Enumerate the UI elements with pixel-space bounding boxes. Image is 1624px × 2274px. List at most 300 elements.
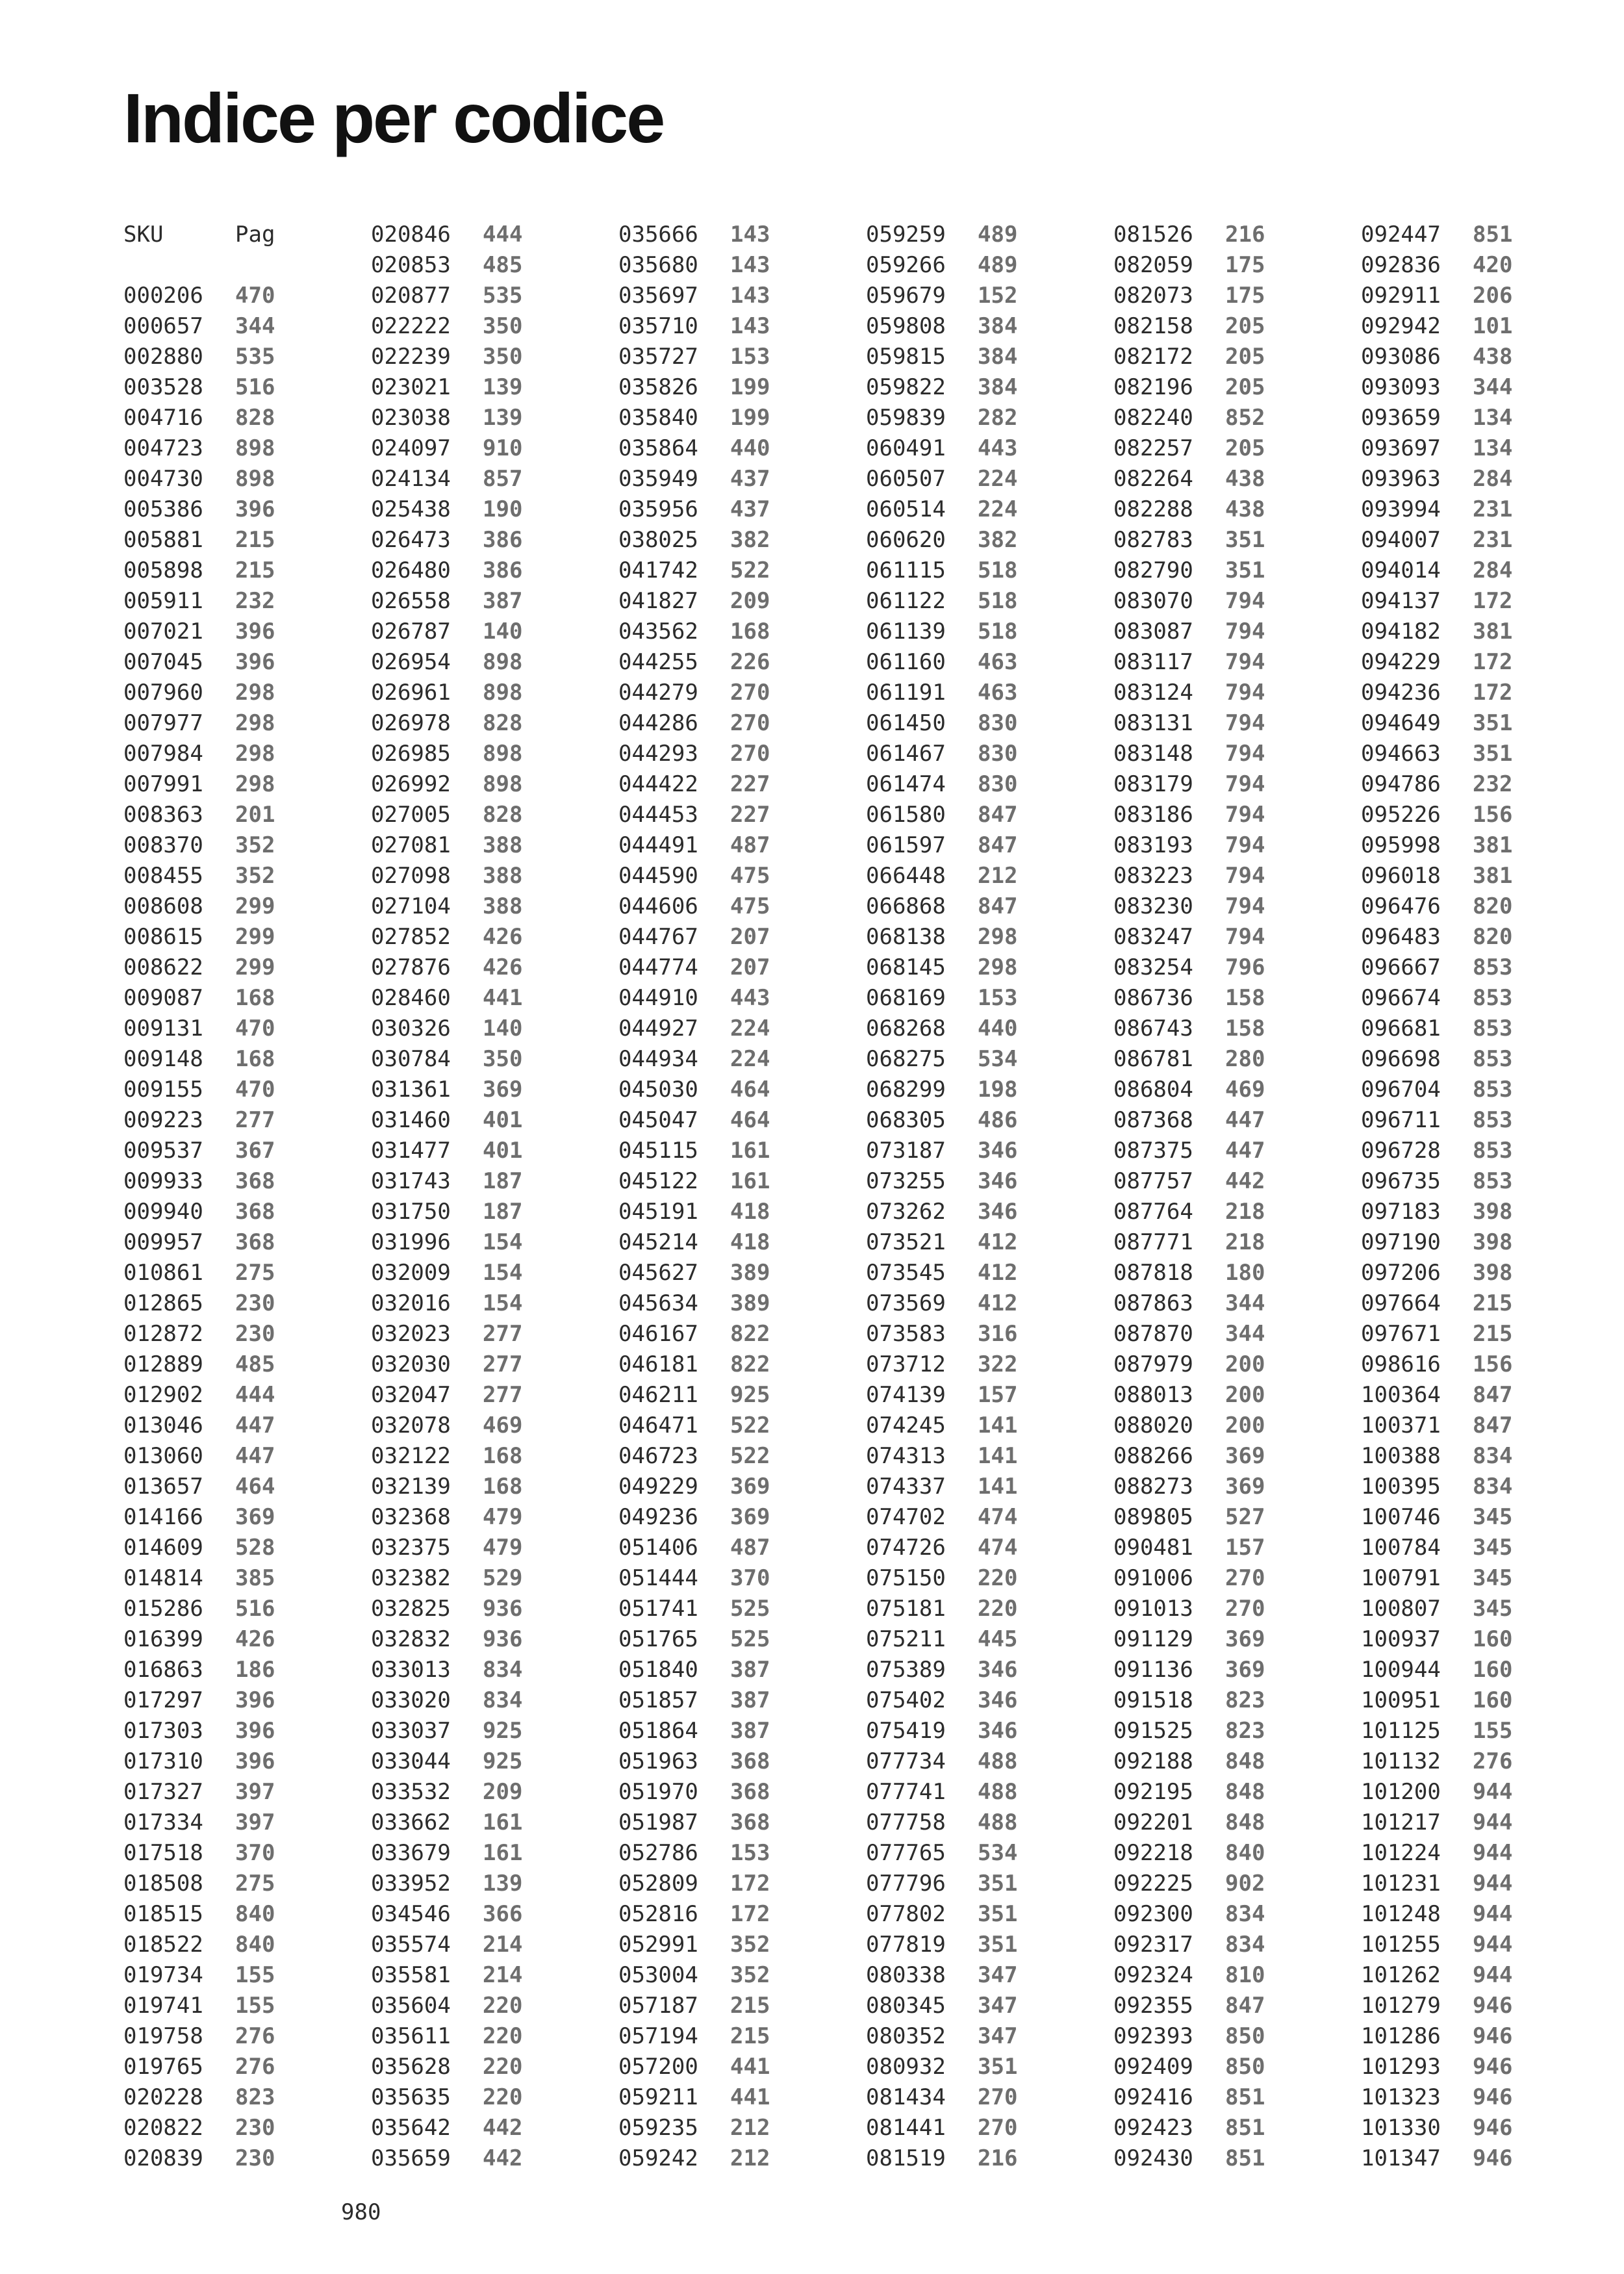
index-row: [1361, 280, 1530, 311]
page-reference: 270: [978, 2114, 1018, 2141]
index-row: [371, 1990, 540, 2021]
page-reference: 396: [235, 1717, 275, 1744]
page-reference: 851: [1225, 2084, 1265, 2110]
sku-code: 075150: [866, 1565, 946, 1591]
page-reference: 346: [978, 1687, 1018, 1713]
index-row: [1361, 830, 1530, 860]
sku-code: 041827: [618, 587, 698, 614]
index-row: [1361, 1349, 1530, 1379]
page-reference: 388: [483, 893, 523, 919]
index-row: [1113, 860, 1282, 891]
page-reference: 848: [1225, 1809, 1265, 1835]
sku-code: 033952: [371, 1870, 451, 1897]
sku-code: 007960: [123, 679, 203, 706]
sku-code: 028460: [371, 984, 451, 1011]
index-row: [371, 555, 540, 585]
sku-code: 027081: [371, 832, 451, 858]
sku-code: 100944: [1361, 1656, 1441, 1683]
sku-code: 060491: [866, 435, 946, 461]
page-reference: 369: [730, 1473, 770, 1500]
page-reference: 346: [978, 1656, 1018, 1683]
sku-code: 096735: [1361, 1168, 1441, 1194]
sku-code: 009940: [123, 1198, 203, 1225]
page-reference: 143: [730, 313, 770, 339]
index-row: [371, 2143, 540, 2173]
index-row: [1113, 280, 1282, 311]
index-column-6: [1361, 219, 1530, 2173]
page-reference: 370: [235, 1839, 275, 1866]
index-row: [123, 2021, 292, 2051]
page-reference: 387: [483, 587, 523, 614]
sku-code: 032122: [371, 1442, 451, 1469]
page-reference: 840: [235, 1931, 275, 1958]
sku-code: 008455: [123, 862, 203, 889]
sku-code: 027104: [371, 893, 451, 919]
index-row: [1113, 1776, 1282, 1807]
index-row: [1361, 1013, 1530, 1043]
page-reference: 397: [235, 1778, 275, 1805]
page-reference: 270: [1225, 1565, 1265, 1591]
index-row: [618, 1654, 787, 1685]
index-row: [371, 1898, 540, 1929]
page-reference: 850: [1225, 2053, 1265, 2080]
index-row: [1361, 2082, 1530, 2112]
index-row: [1113, 616, 1282, 646]
header-spacer: [123, 249, 292, 280]
page-reference: 156: [1473, 1351, 1513, 1377]
sku-code: 005898: [123, 557, 203, 583]
page-reference: 412: [978, 1290, 1018, 1316]
sku-code: 101262: [1361, 1961, 1441, 1988]
sku-code: 012865: [123, 1290, 203, 1316]
page-reference: 444: [235, 1381, 275, 1408]
index-row: [123, 402, 292, 433]
page-reference: 834: [483, 1656, 523, 1683]
page-reference: 475: [730, 893, 770, 919]
page-reference: 384: [978, 313, 1018, 339]
index-row: [123, 2143, 292, 2173]
sku-code: 083117: [1113, 648, 1193, 675]
index-row: [371, 616, 540, 646]
page-reference: 516: [235, 374, 275, 400]
sku-code: 026787: [371, 618, 451, 645]
page-reference: 172: [730, 1900, 770, 1927]
sku-code: 073583: [866, 1320, 946, 1347]
page-reference: 898: [235, 435, 275, 461]
page-reference: 232: [235, 587, 275, 614]
sku-code: 013046: [123, 1412, 203, 1438]
sku-code: 092225: [1113, 1870, 1193, 1897]
sku-code: 087870: [1113, 1320, 1193, 1347]
page-reference: 351: [1225, 526, 1265, 553]
page-reference: 381: [1473, 618, 1513, 645]
index-row: [371, 311, 540, 341]
page-reference: 528: [235, 1534, 275, 1561]
sku-code: 075181: [866, 1595, 946, 1622]
index-row: [123, 738, 292, 769]
page-reference: 443: [730, 984, 770, 1011]
sku-code: 083124: [1113, 679, 1193, 706]
index-row: [371, 1196, 540, 1227]
page-reference: 847: [978, 893, 1018, 919]
page-reference: 351: [978, 1900, 1018, 1927]
page-reference: 851: [1225, 2145, 1265, 2171]
sku-code: 045627: [618, 1259, 698, 1286]
sku-code: 075419: [866, 1717, 946, 1744]
sku-code: 051406: [618, 1534, 698, 1561]
sku-code: 091006: [1113, 1565, 1193, 1591]
index-row: [123, 1563, 292, 1593]
index-row: [371, 799, 540, 830]
page-reference: 486: [978, 1106, 1018, 1133]
page-reference: 199: [730, 374, 770, 400]
sku-code: 035642: [371, 2114, 451, 2141]
sku-code: 032016: [371, 1290, 451, 1316]
sku-code: 100746: [1361, 1503, 1441, 1530]
index-row: [1113, 830, 1282, 860]
page-reference: 154: [483, 1259, 523, 1286]
sku-code: 008615: [123, 923, 203, 950]
sku-code: 074245: [866, 1412, 946, 1438]
page-reference: 168: [235, 984, 275, 1011]
sku-code: 073521: [866, 1229, 946, 1255]
index-row: [1361, 616, 1530, 646]
index-row: [866, 2082, 1035, 2112]
sku-code: 092201: [1113, 1809, 1193, 1835]
index-row: [1113, 769, 1282, 799]
page-reference: 925: [730, 1381, 770, 1408]
sku-code: 008370: [123, 832, 203, 858]
sku-code: 080352: [866, 2023, 946, 2049]
page-reference: 214: [483, 1931, 523, 1958]
page-reference: 214: [483, 1961, 523, 1988]
sku-code: 044279: [618, 679, 698, 706]
index-row: [1361, 1105, 1530, 1135]
sku-code: 096483: [1361, 923, 1441, 950]
index-row: [866, 2112, 1035, 2143]
sku-code: 093963: [1361, 465, 1441, 492]
index-row: [123, 1593, 292, 1624]
sku-code: 096476: [1361, 893, 1441, 919]
page-reference: 479: [483, 1534, 523, 1561]
page-reference: 834: [483, 1687, 523, 1713]
index-row: [371, 1257, 540, 1288]
page-reference: 198: [978, 1076, 1018, 1103]
sku-code: 092355: [1113, 1992, 1193, 2019]
sku-code: 010861: [123, 1259, 203, 1286]
page-reference: 218: [1225, 1198, 1265, 1225]
sku-code: 092195: [1113, 1778, 1193, 1805]
sku-code: 032009: [371, 1259, 451, 1286]
sku-code: 051970: [618, 1778, 698, 1805]
page-reference: 464: [730, 1076, 770, 1103]
index-row: [123, 1196, 292, 1227]
sku-code: 051840: [618, 1656, 698, 1683]
index-row: [1361, 1654, 1530, 1685]
page-reference: 442: [483, 2114, 523, 2141]
sku-code: 092188: [1113, 1748, 1193, 1774]
sku-code: 074139: [866, 1381, 946, 1408]
index-row: [618, 1196, 787, 1227]
sku-code: 059266: [866, 251, 946, 278]
page-reference: 277: [235, 1106, 275, 1133]
page-reference: 168: [235, 1045, 275, 1072]
sku-code: 094786: [1361, 771, 1441, 797]
page-reference: 847: [978, 801, 1018, 828]
page-reference: 282: [978, 404, 1018, 431]
sku-code: 038025: [618, 526, 698, 553]
sku-code: 097671: [1361, 1320, 1441, 1347]
index-row: [1113, 1013, 1282, 1043]
index-row: [618, 1563, 787, 1593]
sku-code: 013060: [123, 1442, 203, 1469]
sku-code: 027852: [371, 923, 451, 950]
page-reference: 447: [235, 1412, 275, 1438]
page-reference: 227: [730, 771, 770, 797]
page-reference: 216: [978, 2145, 1018, 2171]
page-reference: 298: [235, 709, 275, 736]
page-reference: 470: [235, 1076, 275, 1103]
index-row: [123, 2051, 292, 2082]
sku-code: 100951: [1361, 1687, 1441, 1713]
index-row: [371, 585, 540, 616]
page-reference: 396: [235, 648, 275, 675]
page-reference: 828: [483, 709, 523, 736]
page-reference: 226: [730, 648, 770, 675]
sku-code: 035840: [618, 404, 698, 431]
sku-code: 096018: [1361, 862, 1441, 889]
page-reference: 158: [1225, 1015, 1265, 1041]
page-reference: 847: [1473, 1412, 1513, 1438]
sku-code: 061597: [866, 832, 946, 858]
sku-code: 002880: [123, 343, 203, 370]
page-reference: 344: [1225, 1290, 1265, 1316]
index-row: [866, 769, 1035, 799]
page-reference: 447: [1225, 1106, 1265, 1133]
page-reference: 175: [1225, 251, 1265, 278]
index-row: [1113, 1960, 1282, 1990]
sku-code: 094663: [1361, 740, 1441, 767]
sku-code: 087375: [1113, 1137, 1193, 1164]
page-reference: 470: [235, 282, 275, 309]
page-reference: 275: [235, 1259, 275, 1286]
page-reference: 853: [1473, 1106, 1513, 1133]
sku-code: 030326: [371, 1015, 451, 1041]
page-reference: 426: [483, 954, 523, 980]
page-reference: 444: [483, 221, 523, 248]
index-row: [371, 1532, 540, 1563]
sku-code: 000657: [123, 313, 203, 339]
page-reference: 369: [1225, 1626, 1265, 1652]
page-reference: 382: [978, 526, 1018, 553]
index-row: [1361, 769, 1530, 799]
sku-code: 009087: [123, 984, 203, 1011]
sku-code: 082257: [1113, 435, 1193, 461]
sku-code: 096667: [1361, 954, 1441, 980]
page-reference: 153: [730, 343, 770, 370]
index-row: [1361, 1440, 1530, 1471]
page-reference: 369: [483, 1076, 523, 1103]
page-reference: 853: [1473, 1015, 1513, 1041]
sku-code: 026961: [371, 679, 451, 706]
sku-code: 091518: [1113, 1687, 1193, 1713]
index-row: [1361, 1227, 1530, 1257]
index-column-3: [618, 219, 787, 2173]
sku-code: 032825: [371, 1595, 451, 1622]
sku-code: 032047: [371, 1381, 451, 1408]
index-row: [371, 891, 540, 921]
page-reference: 534: [978, 1045, 1018, 1072]
page-reference: 270: [1225, 1595, 1265, 1622]
sku-code: 007984: [123, 740, 203, 767]
page-reference: 276: [235, 2023, 275, 2049]
index-row: [1361, 585, 1530, 616]
page-reference: 220: [978, 1595, 1018, 1622]
page-reference: 437: [730, 465, 770, 492]
page-reference: 347: [978, 1992, 1018, 2019]
index-row: [1361, 1746, 1530, 1776]
sku-code: 009957: [123, 1229, 203, 1255]
page-reference: 830: [978, 740, 1018, 767]
index-row: [618, 982, 787, 1013]
index-row: [1361, 341, 1530, 372]
sku-code: 007977: [123, 709, 203, 736]
page-reference: 352: [235, 832, 275, 858]
page-reference: 322: [978, 1351, 1018, 1377]
page-reference: 139: [483, 1870, 523, 1897]
page-reference: 382: [730, 526, 770, 553]
page-reference: 487: [730, 1534, 770, 1561]
index-row: [866, 249, 1035, 280]
sku-code: 051857: [618, 1687, 698, 1713]
page-reference: 153: [730, 1839, 770, 1866]
index-row: [1113, 1929, 1282, 1960]
sku-code: 031460: [371, 1106, 451, 1133]
page-reference: 277: [483, 1381, 523, 1408]
index-row: [371, 2021, 540, 2051]
sku-code: 009155: [123, 1076, 203, 1103]
index-row: [1113, 2112, 1282, 2143]
page-reference: 207: [730, 954, 770, 980]
sku-code: 035680: [618, 251, 698, 278]
page-reference: 516: [235, 1595, 275, 1622]
index-row: [1361, 1929, 1530, 1960]
page-reference: 794: [1225, 740, 1265, 767]
page-reference: 794: [1225, 801, 1265, 828]
sku-code: 027005: [371, 801, 451, 828]
sku-code: 094137: [1361, 587, 1441, 614]
sku-code: 044293: [618, 740, 698, 767]
index-row: [1361, 646, 1530, 677]
page-reference: 347: [978, 1961, 1018, 1988]
sku-code: 017297: [123, 1687, 203, 1713]
index-row: [618, 402, 787, 433]
index-row: [866, 402, 1035, 433]
page-reference: 944: [1473, 1931, 1513, 1958]
index-row: [371, 1135, 540, 1166]
page-reference: 525: [730, 1626, 770, 1652]
index-row: [371, 1837, 540, 1868]
page-reference: 852: [1225, 404, 1265, 431]
index-row: [123, 616, 292, 646]
index-row: [1113, 1074, 1282, 1105]
page-reference: 794: [1225, 618, 1265, 645]
sku-code: 051741: [618, 1595, 698, 1622]
index-row: [618, 1898, 787, 1929]
index-column-2: [371, 219, 540, 2173]
page-reference: 463: [978, 648, 1018, 675]
index-row: [618, 433, 787, 463]
sku-code: 027876: [371, 954, 451, 980]
sku-code: 025438: [371, 496, 451, 522]
index-row: [1361, 1990, 1530, 2021]
page-reference: 141: [978, 1412, 1018, 1438]
sku-code: 032832: [371, 1626, 451, 1652]
sku-code: 082059: [1113, 251, 1193, 278]
sku-code: 031361: [371, 1076, 451, 1103]
sku-code: 096711: [1361, 1106, 1441, 1133]
index-row: [123, 1318, 292, 1349]
sku-code: 044767: [618, 923, 698, 950]
index-row: [866, 1868, 1035, 1898]
page-reference: 389: [730, 1290, 770, 1316]
index-row: [1113, 1135, 1282, 1166]
sku-code: 094182: [1361, 618, 1441, 645]
sku-code: 082783: [1113, 526, 1193, 553]
sku-code: 088266: [1113, 1442, 1193, 1469]
sku-code: 094649: [1361, 709, 1441, 736]
page-reference: 139: [483, 374, 523, 400]
page-title: Indice per codice: [123, 79, 664, 157]
page-reference: 212: [730, 2145, 770, 2171]
index-row: [371, 1807, 540, 1837]
sku-code: 077765: [866, 1839, 946, 1866]
page-reference: 298: [235, 679, 275, 706]
sku-code: 024134: [371, 465, 451, 492]
index-row: [1361, 1563, 1530, 1593]
page-reference: 535: [235, 343, 275, 370]
index-row: [123, 646, 292, 677]
page-reference: 161: [483, 1809, 523, 1835]
sku-code: 092836: [1361, 251, 1441, 278]
page-reference: 215: [730, 2023, 770, 2049]
column-header-row: [123, 219, 292, 249]
index-column-4: [866, 219, 1035, 2173]
sku-code: 019765: [123, 2053, 203, 2080]
index-row: [1113, 1807, 1282, 1837]
page-reference: 418: [730, 1198, 770, 1225]
page-reference: 218: [1225, 1229, 1265, 1255]
page-reference: 902: [1225, 1870, 1265, 1897]
sku-code: 101200: [1361, 1778, 1441, 1805]
index-row: [1361, 1837, 1530, 1868]
index-row: [371, 494, 540, 524]
sku-code: 035864: [618, 435, 698, 461]
sku-code: 073569: [866, 1290, 946, 1316]
page-reference: 463: [978, 679, 1018, 706]
page-reference: 426: [235, 1626, 275, 1652]
page-reference: 412: [978, 1259, 1018, 1286]
index-row: [1361, 952, 1530, 982]
index-row: [1113, 1715, 1282, 1746]
index-row: [1113, 921, 1282, 952]
page-reference: 847: [1225, 1992, 1265, 2019]
page-reference: 350: [483, 343, 523, 370]
sku-code: 061474: [866, 771, 946, 797]
index-row: [123, 1837, 292, 1868]
sku-code: 101293: [1361, 2053, 1441, 2080]
index-row: [371, 1654, 540, 1685]
